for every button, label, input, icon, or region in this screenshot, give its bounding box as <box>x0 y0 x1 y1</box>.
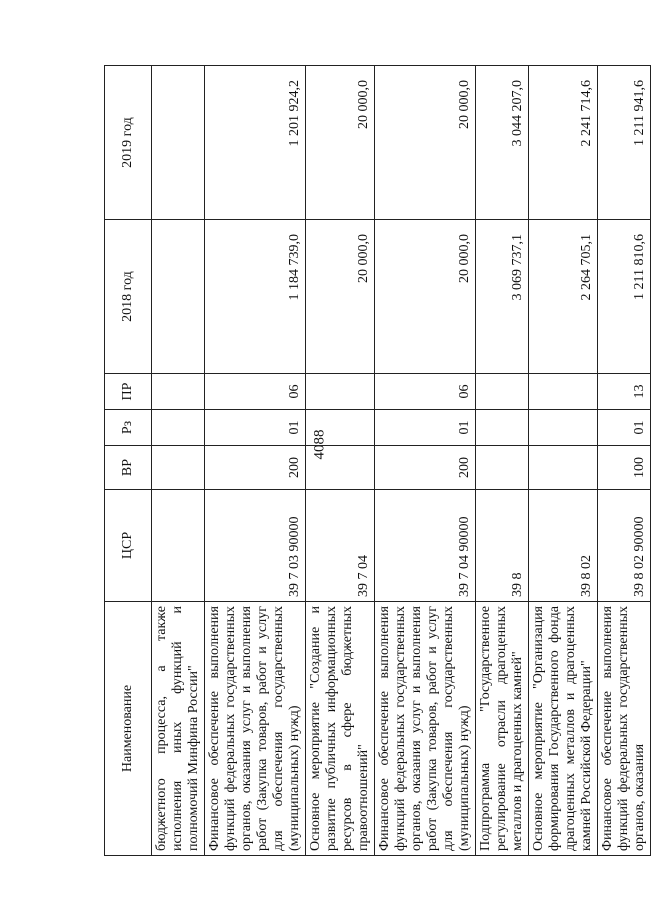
row-name: Подпрограмма "Государственное регулирование отрасли драгоценных металлов и драгоценных камней" <box>476 602 529 856</box>
row-pr: 06 <box>375 374 476 410</box>
row-name: Основное мероприятие "Организация формирования Государственного фонда драгоценных металлов и драгоценных камней Российской Федерации" <box>529 602 598 856</box>
row-pr: 06 <box>205 374 306 410</box>
row-vr: 100 <box>598 446 651 490</box>
row-rz <box>529 410 598 446</box>
row-2019: 1 201 924,2 <box>205 66 306 220</box>
row-2019: 20 000,0 <box>306 66 375 220</box>
row-2018: 3 069 737,1 <box>476 220 529 374</box>
header-2019: 2019 год <box>105 66 152 220</box>
row-pr <box>152 374 205 410</box>
row-pr <box>306 374 375 410</box>
table-row <box>529 66 598 856</box>
row-vr <box>306 446 375 490</box>
budget-table <box>104 65 651 856</box>
row-name: Основное мероприятие "Создание и развитие публичных информационных ресурсов в сфере бюджетных правоотношений" <box>306 602 375 856</box>
row-csr <box>152 490 205 602</box>
table-row <box>152 66 205 856</box>
row-rz: 01 <box>375 410 476 446</box>
row-2018: 1 184 739,0 <box>205 220 306 374</box>
row-csr: 39 7 03 90000 <box>205 490 306 602</box>
row-2018: 1 211 810,6 <box>598 220 651 374</box>
row-2018: 20 000,0 <box>306 220 375 374</box>
row-rz <box>476 410 529 446</box>
row-2019 <box>152 66 205 220</box>
row-name: бюджетного процесса, а также исполнения иных функций и полномочий Минфина России" <box>152 602 205 856</box>
row-name: Финансовое обеспечение выполнения функций федеральных государственных органов, оказания <box>598 602 651 856</box>
row-csr: 39 7 04 <box>306 490 375 602</box>
header-2018: 2018 год <box>105 220 152 374</box>
row-rz <box>152 410 205 446</box>
table-row <box>375 66 476 856</box>
row-name: Финансовое обеспечение выполнения функций федеральных государственных органов, оказания услуг и выполнения работ (Закупка товаров, работ и услуг для обеспечения государственных (муниципальных) нужд) <box>375 602 476 856</box>
table-row <box>205 66 306 856</box>
row-2018 <box>152 220 205 374</box>
header-name: Наименование <box>105 602 152 856</box>
row-2019: 2 241 714,6 <box>529 66 598 220</box>
row-2019: 3 044 207,0 <box>476 66 529 220</box>
row-2018: 2 264 705,1 <box>529 220 598 374</box>
table-row <box>306 66 375 856</box>
row-vr <box>529 446 598 490</box>
row-csr: 39 8 02 90000 <box>598 490 651 602</box>
row-2018: 20 000,0 <box>375 220 476 374</box>
row-vr: 200 <box>205 446 306 490</box>
table-row <box>598 66 651 856</box>
row-name: Финансовое обеспечение выполнения функций федеральных государственных органов, оказания услуг и выполнения работ (Закупка товаров, работ и услуг для обеспечения государственных (муниципальных) нужд) <box>205 602 306 856</box>
page-number: 4088 <box>311 429 328 460</box>
row-vr <box>152 446 205 490</box>
row-2019: 20 000,0 <box>375 66 476 220</box>
row-csr: 39 8 02 <box>529 490 598 602</box>
row-rz: 01 <box>598 410 651 446</box>
row-rz <box>306 410 375 446</box>
row-rz: 01 <box>205 410 306 446</box>
row-csr: 39 8 <box>476 490 529 602</box>
row-pr: 13 <box>598 374 651 410</box>
row-vr: 200 <box>375 446 476 490</box>
row-pr <box>529 374 598 410</box>
header-pr: ПР <box>105 374 152 410</box>
row-2019: 1 211 941,6 <box>598 66 651 220</box>
row-csr: 39 7 04 90000 <box>375 490 476 602</box>
header-vr: ВР <box>105 446 152 490</box>
header-csr: ЦСР <box>105 490 152 602</box>
row-pr <box>476 374 529 410</box>
table-row <box>476 66 529 856</box>
header-rz: Рз <box>105 410 152 446</box>
row-vr <box>476 446 529 490</box>
header-row <box>105 66 152 856</box>
budget-table-rotated <box>104 66 647 856</box>
